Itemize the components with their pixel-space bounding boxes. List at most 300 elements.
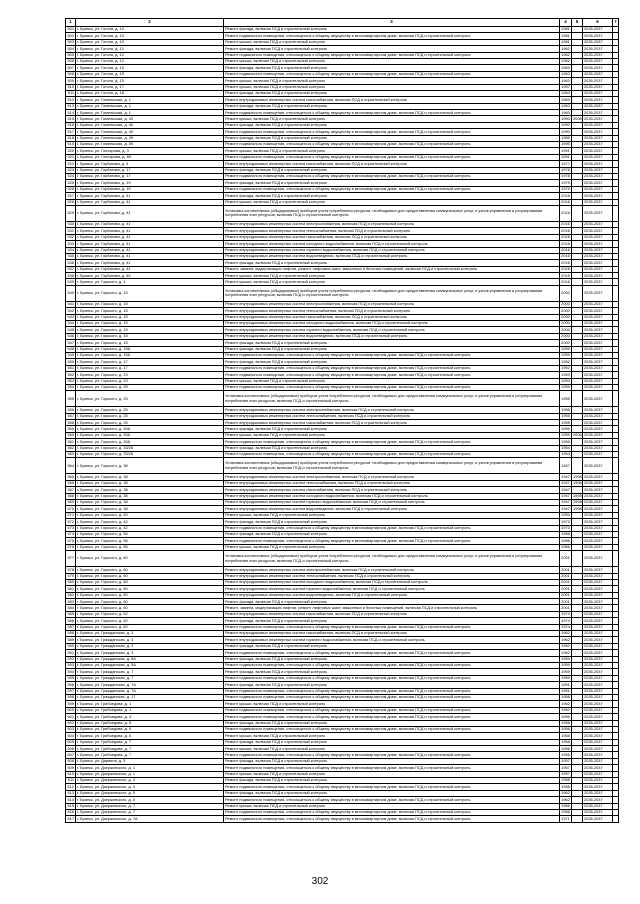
table-row [66,458,619,474]
page-number: 302 [311,876,329,887]
cell-planned-period: 2035-2037 [583,148,613,154]
cell-address: г. Брянск, ул. Горького, д. 62 [76,611,224,617]
cell-planned-period: 2035-2037 [583,694,613,700]
cell-year-built: 1956 [561,745,570,751]
cell-number: 528 [67,199,74,204]
cell-planned-period: 2035-2037 [583,579,613,585]
cell-year-built: 2001 [561,592,570,598]
cell-address: г. Брянск, ул. Горького, д. 56 [76,531,224,537]
cell-year-built: 2016 [561,240,570,246]
cell-address: г. Брянск, ул. Горького, д. 15 [76,285,224,301]
cell-year-last-repair [572,816,583,822]
cell-number: 515 [67,115,74,121]
cell-planned-period: 2035-2037 [583,365,613,371]
cell-work-type: Ремонт фасада, включая ПСД и строительный контроль [224,656,560,662]
cell-address: г. Брянск, ул. Горького, д. 40 [76,512,224,518]
cell-address: г. Брянск, ул. Гражданская, д. 17 [76,694,224,700]
cell-work-type: Ремонт фасада, включая ПСД и строительный контроль [224,531,560,537]
cell-planned-period: 2035-2037 [583,420,613,426]
cell-year-built: 1953 [561,512,570,518]
cell-planned-period: 2035-2037 [583,637,613,643]
cell-number: 529 [66,205,76,221]
cell-work-type: Ремонт фасада, включая ПСД и строительный контроль [224,359,560,365]
cell-address: г. Брянск, ул. Дзержинского, д. 5 [76,790,224,796]
cell-planned-period: 2035-2037 [583,116,613,122]
cell-planned-period: 2035-2037 [583,474,613,480]
cell-year-built: 1962 [561,790,570,796]
cell-number: 552 [67,371,74,377]
cell-address: г. Брянск, ул. Горбатова, д. 4 [76,161,224,167]
cell-work-type: Ремонт подвального помещения, относящегося к общему имуществу в многоквартирном доме, включая ПСД и строительный контроль [224,675,560,681]
cell-number: 610 [67,771,74,777]
cell-year-built: 1947 [561,486,570,492]
cell-work-type: Ремонт внутридомовых инженерных систем газоснабжения, включая ПСД и строительный контроль [224,234,560,240]
cell-number: 514 [67,109,74,115]
cell-year-built: 2016 [561,259,570,265]
cell-year-built: 1959 [561,438,570,444]
cell-year-built: 1958 [561,777,570,783]
cell-address: г. Брянск, ул. Гомельская, д. 1 [76,97,224,103]
cell-year-built: 1990 [561,128,570,134]
cell-work-type: Ремонт фасада, включая ПСД и строительный контроль [224,193,560,199]
cell-year-built: 1955 [561,413,570,419]
cell-year-built: 1962 [561,643,570,649]
cell-address: г. Брянск, ул. Горбатова, д. 41 [76,234,224,240]
cell-number: 539 [67,278,74,284]
cell-number: 564 [66,458,76,474]
cell-number: 505 [67,52,74,57]
cell-number: 548 [67,346,74,352]
cell-address: г. Брянск, ул. Гражданская, д. 3 [76,650,224,656]
cell-planned-period: 2035-2037 [583,352,613,358]
cell-number: 559 [67,425,74,431]
cell-number: 507 [67,64,74,70]
cell-address: г. Брянск, ул. Гомельская, д. 40 [76,122,224,128]
cell-address: г. Брянск, ул. Горького, д. 42 [76,525,224,531]
cell-number: 541 [67,301,74,307]
cell-number: 503 [67,39,74,45]
cell-number: 569 [67,499,74,505]
cell-number: 511 [66,90,76,96]
cell-number: 597 [67,688,74,693]
cell-planned-period: 2035-2037 [583,512,613,518]
cell-planned-period: 2035-2037 [583,573,613,579]
cell-planned-period: 2035-2037 [583,135,613,141]
cell-work-type: Ремонт внутридомовых инженерных систем водоотведения, включая ПСД и строительный контроль [224,506,560,512]
cell-planned-period: 2035-2037 [583,605,613,611]
cell-address: г. Брянск, ул. Горького, д. 23 [76,378,224,384]
cell-address: г. Брянск, ул. Гражданская, д. 5А [76,656,224,662]
cell-address: г. Брянск, ул. Горбатова, д. 45 [76,273,224,279]
cell-address: г. Брянск, ул. Гончарова, д. 65 [76,154,224,160]
table-row [66,205,619,221]
cell-planned-period: 2035-2037 [583,52,613,58]
cell-address: г. Брянск, ул. Гомельская, д. 40 [76,116,224,122]
cell-year-built: 1989 [561,135,570,141]
cell-planned-period: 2035-2037 [583,618,613,624]
cell-year-built: 1962 [561,52,570,57]
cell-work-type: Ремонт крыши, включая ПСД и строительный контроль [224,148,560,154]
cell-address: г. Брянск, ул. Горького, д. 15А [76,346,224,352]
cell-planned-period: 2035-2037 [583,439,613,445]
cell-work-type: Ремонт подвального помещения, относящегося к общему имуществу в многоквартирном доме, включая ПСД и строительный контроль [224,662,560,668]
cell-planned-period: 2035-2037 [583,720,613,726]
cell-address: г. Брянск, ул. Гомельская, д. 1 [76,103,224,109]
cell-address: г. Брянск, ул. Дарвина, д. 5 [76,758,224,764]
cell-work-type: Ремонт крыши, включая ПСД и строительный контроль [224,58,560,64]
cell-planned-period: 2035-2037 [583,452,613,458]
cell-year-built: 1954 [561,451,570,457]
cell-planned-period: 2035-2037 [583,97,613,103]
cell-work-type: Ремонт фасада, включая ПСД и строительный контроль [224,65,560,71]
cell-work-type: Ремонт подвального помещения, относящегося к общему имуществу в многоквартирном доме, включая ПСД и строительный контроль [224,52,560,58]
cell-work-type: Ремонт, замена, модернизация лифтов, ремонт лифтовых шахт, машинных и блочных помещений, включая ПСД и строительный контроль [224,605,560,611]
cell-number: 565 [67,473,74,479]
cell-year-built: 2016 [561,227,570,233]
cell-work-type: Ремонт внутридомовых инженерных систем холодного водоснабжения, включая ПСД и строительный контроль [224,579,560,585]
cell-address: г. Брянск, ул. Горького, д. 30А [76,439,224,445]
cell-number: 577 [66,551,76,567]
cell-year-built: 1971 [561,815,570,821]
cell-number: 594 [67,668,74,674]
cell-number: 592 [67,656,74,662]
cell-work-type: Ремонт подвального помещения, относящегося к общему имуществу в многоквартирном доме, включая ПСД и строительный контроль [224,624,560,630]
cell-year-built: 1966 [561,537,570,543]
cell-work-type: Ремонт подвального помещения, относящегося к общему имуществу в многоквартирном доме, включая ПСД и строительный контроль [224,707,560,713]
repair-schedule-table [65,18,619,823]
cell-number: 575 [67,537,74,543]
cell-year-built: 1959 [561,668,570,674]
cell-year-built: 2000 [560,285,572,301]
cell-work-type: Ремонт фасада, включая ПСД и строительный контроль [224,167,560,173]
cell-address: г. Брянск, ул. Горького, д. 38 [76,487,224,493]
cell-work-type: Ремонт подвального помещения, относящегося к общему имуществу в многоквартирном доме, включая ПСД и строительный контроль [224,525,560,531]
cell-year-built: 1959 [561,675,570,681]
cell-extra [613,816,619,822]
cell-year-built: 1974 [561,611,570,617]
cell-planned-period: 2035-2037 [583,308,613,314]
cell-year-built: 2001 [561,573,570,578]
cell-number: 574 [67,531,74,537]
cell-planned-period: 2035-2037 [583,675,613,681]
cell-planned-period: 2035-2037 [583,544,613,550]
cell-number: 509 [67,77,74,83]
cell-planned-period: 2035-2037 [583,279,613,285]
cell-planned-period: 2035-2037 [583,551,613,567]
cell-address: г. Брянск, ул. Дзержинского, д. 1 [76,765,224,771]
cell-work-type: Ремонт фасада, включая ПСД и строительный контроль [224,790,560,796]
cell-planned-period: 2035-2037 [583,340,613,346]
cell-year-last-repair: 1998 [573,499,582,505]
cell-work-type: Ремонт подвального помещения, относящегося к общему имуществу в многоквартирном доме, включая ПСД и строительный контроль [224,372,560,378]
header-col-2: 2 [76,19,224,27]
cell-address: г. Брянск, ул. Дзержинского, д. 1 [76,771,224,777]
cell-planned-period: 2035-2037 [583,480,613,486]
cell-planned-period: 2035-2037 [583,234,613,240]
cell-work-type: Ремонт фасада, включая ПСД и строительный контроль [224,90,560,96]
document-sheet [65,18,618,823]
cell-number: 571 [67,512,74,518]
cell-work-type: Ремонт подвального помещения, относящегося к общему имуществу в многоквартирном доме, включая ПСД и строительный контроль [224,765,560,771]
cell-number: 527 [67,192,74,198]
cell-number: 617 [67,815,74,821]
cell-work-type: Ремонт внутридомовых инженерных систем теплоснабжения, включая ПСД и строительный контроль [224,308,560,314]
cell-address: г. Брянск, ул. Горького, д. 60 [76,551,224,567]
cell-work-type: Ремонт внутридомовых инженерных систем водоотведения, включая ПСД и строительный контроль [224,592,560,598]
cell-number: 562 [67,445,74,451]
cell-work-type: Ремонт подвального помещения, относящегося к общему имуществу в многоквартирном доме, включая ПСД и строительный контроль [224,784,560,790]
cell-year-last-repair: 1998 [573,480,582,486]
cell-year-built: 2000 [561,326,570,332]
cell-planned-period: 2035-2037 [583,726,613,732]
cell-planned-period: 2035-2037 [583,707,613,713]
cell-planned-period: 2035-2037 [583,797,613,803]
cell-work-type: Ремонт фасада, включая ПСД и строительный контроль [224,346,560,352]
cell-number: 555 [66,391,76,407]
cell-address: г. Брянск, ул. Гоголя, д. 15 [76,78,224,84]
cell-address: г. Брянск, ул. Горького, д. 33/26 [76,452,224,458]
cell-address: г. Брянск, ул. Гоголя, д. 10 [76,27,224,33]
cell-year-built: 1958 [561,732,570,738]
cell-address: г. Брянск, ул. Гражданская, д. 3 [76,631,224,637]
cell-year-built: 1955 [561,384,570,390]
cell-address: г. Брянск, ул. Горького, д. 15 [76,308,224,314]
cell-address: г. Брянск, ул. Гоголя, д. 12 [76,58,224,64]
cell-year-built: 1947 [561,499,570,505]
cell-year-built: 1974 [561,624,570,630]
cell-year-built: 2016 [561,253,570,259]
cell-planned-period: 2035-2037 [583,599,613,605]
cell-planned-period: 2035-2037 [583,758,613,764]
cell-address: г. Брянск, ул. Гражданская, д. 5А [76,662,224,668]
cell-planned-period: 2035-2037 [583,500,613,506]
cell-address: г. Брянск, ул. Горького, д. 38 [76,458,224,474]
cell-year-built: 1955 [560,391,572,407]
cell-number: 605 [67,739,74,745]
cell-address: г. Брянск, ул. Горького, д. 30А [76,426,224,432]
cell-year-built: 1979 [561,179,570,185]
cell-year-last-repair [572,551,583,567]
cell-work-type: Ремонт подвального помещения, относящегося к общему имуществу в многоквартирном доме, включая ПСД и строительный контроль [224,33,560,39]
cell-address: г. Брянск, ул. Гражданская, д. 3 [76,643,224,649]
cell-planned-period: 2035-2037 [583,493,613,499]
header-col-1: 1 [66,19,76,27]
cell-number: 587 [67,624,74,630]
cell-work-type: Установка коллективных (общедомовых) приборов учета потребления ресурсов, необходимых для предоставления коммунальных услуг, и узлов управления и регулирования потребления этих ресурсов, включая ПСД и строительный контроль [224,391,560,407]
cell-number: 534 [67,247,74,252]
cell-address: г. Брянск, ул. Горбатова, д. 17 [76,173,224,179]
cell-work-type: Ремонт внутридомовых инженерных систем электроснабжения, включая ПСД и строительный контроль [224,567,560,573]
cell-number: 586 [67,617,74,623]
cell-number: 570 [67,505,74,511]
cell-year-built: 1957 [561,84,570,89]
cell-year-built: 1974 [561,617,570,623]
cell-work-type: Ремонт подвального помещения, относящегося к общему имуществу в многоквартирном доме, включая ПСД и строительный контроль [224,452,560,458]
cell-address: г. Брянск, ул. Гражданская, д. 7 [76,675,224,681]
cell-number: 516 [67,122,74,128]
cell-number: 591 [67,649,74,655]
cell-work-type: Установка коллективных (общедомовых) приборов учета потребления ресурсов, необходимых для предоставления коммунальных услуг, и узлов управления и регулирования потребления этих ресурсов, включая ПСД и строительный контроль [224,285,560,301]
cell-number: 508 [67,71,74,77]
cell-planned-period: 2035-2037 [583,790,613,796]
cell-year-last-repair: 2008 [573,115,582,121]
cell-work-type: Ремонт внутридомовых инженерных систем холодного водоснабжения, включая ПСД и строительный контроль [224,241,560,247]
cell-year-built: 1956 [561,739,570,745]
cell-planned-period: 2035-2037 [583,771,613,777]
cell-planned-period: 2035-2037 [583,33,613,39]
cell-work-type: Ремонт внутридомовых инженерных систем электроснабжения, включая ПСД и строительный контроль [224,221,560,227]
cell-planned-period: 2035-2037 [583,110,613,116]
cell-work-type: Ремонт фасада, включая ПСД и строительный контроль [224,643,560,649]
cell-address: г. Брянск, ул. Горького, д. 17 [76,359,224,365]
cell-address: г. Брянск, ул. Горького, д. 25 [76,413,224,419]
cell-work-type: Ремонт фасада, включая ПСД и строительный контроль [224,180,560,186]
cell-address: г. Брянск, ул. Гомельская, д. 59 [76,142,224,148]
cell-work-type: Ремонт фасада, включая ПСД и строительный контроль [224,682,560,688]
cell-planned-period: 2035-2037 [583,154,613,160]
cell-planned-period: 2035-2037 [583,90,613,96]
cell-number: 535 [67,253,74,259]
cell-planned-period: 2035-2037 [583,624,613,630]
cell-year-built: 1959 [561,656,570,662]
cell-number: 576 [67,544,74,550]
cell-planned-period: 2035-2037 [583,193,613,199]
cell-number: 517 [67,128,74,134]
table-header-row [66,19,619,27]
table-body [66,27,619,823]
cell-year-built: 2016 [561,234,570,240]
cell-planned-period: 2035-2037 [583,701,613,707]
cell-work-type: Ремонт фасада, включая ПСД и строительный контроль [224,426,560,432]
cell-address: г. Брянск, ул. Горбатова, д. 41 [76,193,224,199]
cell-planned-period: 2035-2037 [583,432,613,438]
cell-work-type: Ремонт крыши, включая ПСД и строительный контроль [224,803,560,809]
cell-address: г. Брянск, ул. Горького, д. 15 [76,301,224,307]
cell-planned-period: 2035-2037 [583,39,613,45]
cell-number: 526 [67,186,74,192]
cell-year-built: 1958 [561,726,570,732]
cell-number: 593 [67,662,74,668]
cell-number: 578 [67,566,74,572]
cell-work-type: Ремонт подвального помещения, относящегося к общему имуществу в многоквартирном доме, включая ПСД и строительный контроль [224,688,560,694]
cell-address: г. Брянск, ул. Горького, д. 15А [76,352,224,358]
cell-planned-period: 2035-2037 [583,739,613,745]
cell-year-built: 1978 [561,167,570,173]
cell-planned-period: 2035-2037 [583,372,613,378]
cell-year-built: 2000 [561,314,570,320]
cell-year-built: 1947 [560,458,572,474]
cell-work-type: Ремонт внутридомовых инженерных систем газоснабжения, включая ПСД и строительный контроль [224,631,560,637]
cell-year-built: 2001 [561,598,570,604]
cell-address: г. Брянск, ул. Горького, д. 4 [76,279,224,285]
cell-work-type: Ремонт внутридомовых инженерных систем газоснабжения, включая ПСД и строительный контроль [224,314,560,320]
cell-address: г. Брянск, ул. Горбатова, д. 41 [76,221,224,227]
header-col-3: 3 [224,19,560,27]
cell-address: г. Брянск, ул. Грибоедова, д. 7 [76,739,224,745]
cell-number: 568 [67,493,74,499]
cell-planned-period: 2035-2037 [583,765,613,771]
cell-year-built: 1959 [561,432,570,438]
cell-number: 583 [67,598,74,604]
cell-address: г. Брянск, ул. Гоголя, д. 10 [76,39,224,45]
cell-address: г. Брянск, ул. Горбатова, д. 41 [76,228,224,234]
cell-number: 551 [67,365,74,371]
cell-number: 545 [67,326,74,332]
cell-work-type: Ремонт фасада, включая ПСД и строительный контроль [224,618,560,624]
cell-number: 513 [67,103,74,109]
cell-work-type: Ремонт подвального помещения, относящегося к общему имуществу в многоквартирном доме, включая ПСД и строительный контроль [224,752,560,758]
cell-year-built: 1963 [561,103,570,109]
cell-planned-period: 2035-2037 [583,78,613,84]
cell-planned-period: 2035-2037 [583,592,613,598]
cell-number: 584 [67,604,74,610]
cell-work-type: Ремонт подвального помещения, относящегося к общему имуществу в многоквартирном доме, включая ПСД и строительный контроль [224,129,560,135]
cell-address: г. Брянск, ул. Гражданская, д. 7 [76,669,224,675]
cell-year-built: 2015 [561,272,570,278]
cell-year-last-repair [572,458,583,474]
cell-work-type: Ремонт подвального помещения, относящегося к общему имуществу в многоквартирном доме, включая ПСД и строительный контроль [224,816,560,822]
cell-address: г. Брянск, ул. Дзержинского, д. 5 [76,797,224,803]
cell-year-built: 1962 [561,636,570,642]
cell-year-built: 1963 [561,96,570,102]
cell-planned-period: 2035-2037 [583,314,613,320]
cell-year-built: 1978 [561,173,570,179]
cell-number: 501 [67,26,74,32]
cell-address: г. Брянск, ул. Горького, д. 60 [76,592,224,598]
cell-year-built: 2001 [561,579,570,585]
cell-year-built: 1956 [561,751,570,757]
cell-extra [613,205,619,221]
cell-number: 613 [67,790,74,796]
cell-work-type: Ремонт подвального помещения, относящегося к общему имуществу в многоквартирном доме, включая ПСД и строительный контроль [224,797,560,803]
cell-planned-period: 2035-2037 [583,752,613,758]
cell-address: г. Брянск, ул. Горького, д. 62 [76,618,224,624]
cell-year-built: 1959 [561,352,570,358]
cell-planned-period: 2035-2037 [583,519,613,525]
table-row [66,816,619,822]
cell-year-last-repair [572,205,583,221]
cell-year-built: 1962 [561,45,570,51]
cell-number: 502 [67,32,74,38]
cell-year-last-repair: 2006 [573,432,582,438]
cell-year-built: 2000 [561,301,570,307]
cell-number: 589 [67,636,74,642]
cell-address: г. Брянск, ул. Грибоедова, д. 3 [76,714,224,720]
cell-address: г. Брянск, ул. Горького, д. 38 [76,500,224,506]
cell-number: 598 [67,694,74,700]
cell-address: г. Брянск, ул. Дзержинского, д. 7А [76,816,224,822]
cell-number: 580 [67,579,74,585]
cell-number: 520 [67,147,74,153]
cell-number: 604 [67,732,74,738]
cell-planned-period: 2035-2037 [583,46,613,52]
cell-number: 579 [67,573,74,578]
cell-work-type: Ремонт внутридомовых инженерных систем теплоснабжения, включая ПСД и строительный контроль [224,480,560,486]
cell-year-built: 1953 [561,371,570,377]
cell-address: г. Брянск, ул. Грибоедова, д. 7 [76,752,224,758]
cell-planned-period: 2035-2037 [583,205,613,221]
cell-work-type: Ремонт фасада, включая ПСД и строительный контроль [224,46,560,52]
cell-year-built: 1963 [561,71,570,77]
cell-year-built: 2016 [561,192,570,198]
cell-address: г. Брянск, ул. Горького, д. 38 [76,480,224,486]
cell-planned-period: 2035-2037 [583,643,613,649]
cell-planned-period: 2035-2037 [583,273,613,279]
cell-year-built: 2016 [561,278,570,284]
cell-address: г. Брянск, ул. Горького, д. 15 [76,333,224,339]
cell-number: 536 [67,259,74,265]
cell-number: 504 [67,45,74,51]
